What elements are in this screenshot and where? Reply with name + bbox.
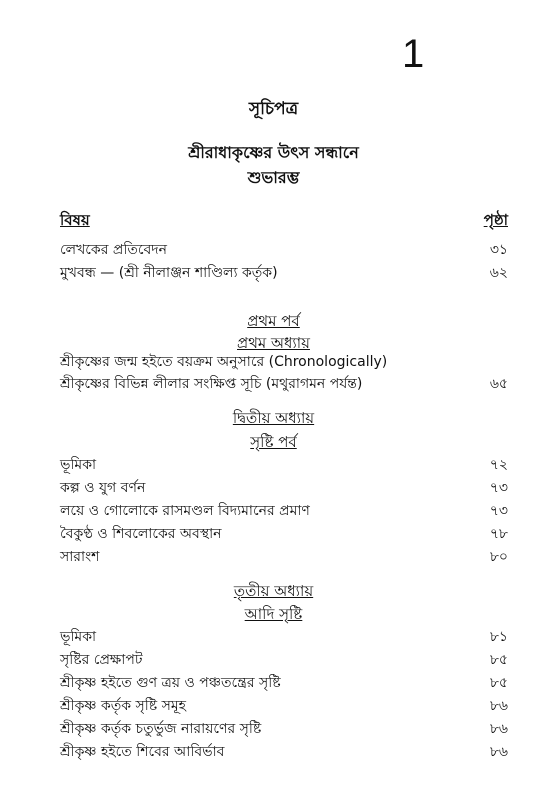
entry-label: কল্প ও যুগ বর্ণন bbox=[60, 480, 146, 496]
chapter-description: শ্রীকৃষ্ণের জন্ম হইতে বয়ক্রম অনুসারে (Chronologically) bbox=[60, 354, 388, 370]
entry-label: সারাংশ bbox=[60, 549, 100, 565]
entry-page: ৭৮ bbox=[489, 526, 508, 542]
entry-page: ৮৬ bbox=[489, 698, 508, 714]
chapter-title: দ্বিতীয় অধ্যায় bbox=[232, 409, 315, 427]
entry-label: শ্রীকৃষ্ণ হইতে শিবের আবির্ভাব bbox=[60, 744, 225, 760]
chapter-title: তৃতীয় অধ্যায় bbox=[233, 582, 314, 600]
entry-page: ৭২ bbox=[489, 457, 508, 473]
entry-label: সৃষ্টির প্রেক্ষাপট bbox=[60, 652, 143, 668]
entry-label: শ্রীকৃষ্ণের বিভিন্ন লীলার সংক্ষিপ্ত সূচি (মথুরাগমন পর্যন্ত) bbox=[60, 376, 363, 392]
book-title: শ্রীরাধাকৃষ্ণের উৎস সন্ধানে bbox=[188, 143, 359, 162]
entry-page: ৮১ bbox=[489, 629, 508, 645]
entry-page: ৮৫ bbox=[489, 675, 508, 691]
entry-label: বৈকুণ্ঠ ও শিবলোকের অবস্থান bbox=[60, 526, 222, 542]
chapter-subtitle: সৃষ্টি পর্ব bbox=[250, 433, 297, 451]
entry-label: ভূমিকা bbox=[60, 629, 97, 645]
entry-label: শ্রীকৃষ্ণ হইতে গুণ ত্রয় ও পঞ্চতন্ত্রের সৃষ্টি bbox=[60, 675, 281, 691]
entry-label: শ্রীকৃষ্ণ কর্তৃক চতুর্ভুজ নারায়ণের সৃষ্টি bbox=[60, 721, 262, 737]
part-title: প্রথম পর্ব bbox=[247, 312, 300, 330]
chapter-subtitle: আদি সৃষ্টি bbox=[244, 605, 303, 623]
entry-page: ৮৫ bbox=[489, 652, 508, 668]
book-subtitle: শুভারম্ভ bbox=[247, 168, 300, 187]
entry-page: ৭৩ bbox=[489, 503, 508, 519]
page-heading: পৃষ্ঠা bbox=[483, 211, 508, 229]
page-number: 1 bbox=[402, 32, 425, 76]
entry-page: ৩১ bbox=[489, 242, 508, 258]
entry-page: ৮৬ bbox=[489, 721, 508, 737]
subject-heading: বিষয় bbox=[60, 211, 90, 229]
entry-label: লেখকের প্রতিবেদন bbox=[60, 242, 167, 258]
doc-title: সূচিপত্র bbox=[248, 99, 299, 119]
entry-page: ৬২ bbox=[489, 265, 508, 281]
entry-page: ৮৬ bbox=[489, 744, 508, 760]
entry-page: ৭৩ bbox=[489, 480, 508, 496]
chapter-title: প্রথম অধ্যায় bbox=[237, 334, 310, 352]
entry-label: মুখবন্ধ — (শ্রী নীলাঞ্জন শাণ্ডিল্য কর্তৃক) bbox=[60, 265, 278, 281]
entry-label: ভূমিকা bbox=[60, 457, 97, 473]
entry-page: ৮০ bbox=[489, 549, 508, 565]
entry-page: ৬৫ bbox=[489, 376, 508, 392]
entry-label: লয়ে ও গোলোকে রাসমণ্ডল বিদ্যমানের প্রমাণ bbox=[60, 503, 310, 519]
entry-label: শ্রীকৃষ্ণ কর্তৃক সৃষ্টি সমূহ bbox=[60, 698, 186, 714]
